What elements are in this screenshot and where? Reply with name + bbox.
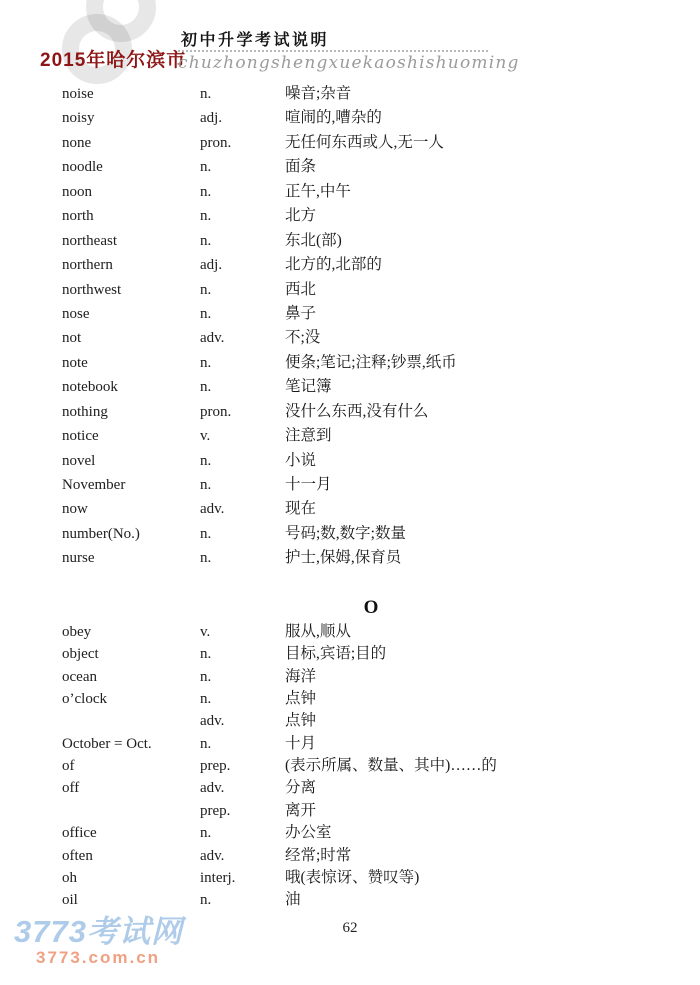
entry-pos: n.	[200, 159, 212, 176]
watermark-site-url: 3773.com.cn	[36, 948, 161, 967]
word-entry-row	[62, 326, 680, 350]
entry-def: 无任何东西或人,无一人	[285, 133, 444, 151]
page-number: 62	[342, 920, 358, 936]
entry-word: note	[62, 354, 88, 371]
word-entry-row	[62, 375, 680, 399]
entry-word: none	[62, 134, 92, 151]
word-entry-row	[62, 522, 680, 546]
entry-def: 西北	[285, 280, 317, 298]
entry-def: 笔记簿	[285, 378, 332, 396]
entry-def: 正午,中午	[285, 182, 351, 200]
entry-pos: n.	[200, 825, 212, 842]
entry-pos: n.	[200, 892, 212, 909]
entry-word: office	[62, 825, 97, 842]
entry-def: 海洋	[285, 667, 317, 685]
entry-pos: n.	[200, 477, 212, 493]
word-entry-row	[62, 621, 680, 643]
word-entry-row	[62, 204, 680, 228]
entry-word: oh	[62, 870, 77, 887]
word-entry-row	[62, 688, 680, 710]
entry-pos: n.	[200, 735, 212, 752]
entry-pos: adv.	[200, 847, 225, 864]
entry-word: northwest	[62, 281, 122, 298]
entry-pos: n.	[200, 86, 212, 102]
entry-word: obey	[62, 623, 92, 640]
entry-def: 经常;时常	[285, 846, 352, 864]
entry-pos: n.	[200, 452, 212, 469]
entry-pos: n.	[200, 550, 212, 567]
entry-def: 不;没	[285, 329, 321, 347]
word-entry-row	[62, 889, 680, 911]
entry-pos: adv.	[200, 501, 225, 518]
entry-def: 没什么东西,没有什么	[285, 402, 429, 420]
entry-word: noise	[62, 86, 94, 102]
entry-word: nothing	[62, 403, 108, 420]
word-section	[62, 595, 680, 912]
entry-word: now	[62, 501, 88, 518]
entry-word: noodle	[62, 159, 103, 176]
entry-def: 油	[285, 891, 301, 909]
entry-word: off	[62, 780, 80, 797]
word-entry-row	[62, 867, 680, 889]
word-entry-row	[62, 777, 680, 799]
word-entry-row	[62, 733, 680, 755]
entry-word: noon	[62, 183, 92, 200]
entry-def: 面条	[285, 158, 317, 176]
entry-pos: n.	[200, 208, 212, 225]
entry-word: November	[62, 477, 126, 493]
entry-pos: adj.	[200, 257, 223, 274]
word-entry-row	[62, 155, 680, 179]
entry-word: notice	[62, 428, 99, 445]
entry-def: 小说	[285, 451, 317, 469]
section-letter: O	[363, 596, 379, 618]
word-entry-row	[62, 710, 680, 732]
watermark-site-name: 3773考试网	[14, 914, 183, 949]
word-entry-row	[62, 473, 680, 497]
word-entry-row	[62, 278, 680, 302]
entry-pos: n.	[200, 305, 212, 322]
entry-word: not	[62, 330, 82, 347]
entry-def: 注意到	[285, 427, 332, 445]
entry-word: October = Oct.	[62, 735, 152, 752]
entry-def: 噪音;杂音	[285, 85, 352, 102]
word-entry-row	[62, 497, 680, 521]
entry-pos: n.	[200, 379, 212, 396]
word-entry-row	[62, 131, 680, 155]
word-entry-row	[62, 449, 680, 473]
entry-def: 东北(部)	[285, 231, 342, 249]
word-section	[62, 82, 680, 571]
entry-def: 分离	[285, 779, 317, 797]
word-entry-row	[62, 253, 680, 277]
title-pinyin: chuzhongshengxuekaoshishuoming	[178, 53, 520, 73]
entry-def: 点钟	[285, 689, 317, 707]
site-watermark	[14, 916, 183, 966]
entry-def: 现在	[285, 500, 317, 518]
word-entry-row	[62, 82, 680, 106]
entry-word: noisy	[62, 110, 95, 127]
word-entry-row	[62, 800, 680, 822]
entry-def: 点钟	[285, 712, 317, 730]
entry-def: 离开	[285, 801, 317, 819]
entry-def: 十月	[285, 734, 317, 752]
book-title: 初中升学考试说明	[181, 32, 330, 49]
edition-label: 2015年哈尔滨市	[40, 50, 187, 71]
word-entry-row	[62, 302, 680, 326]
entry-def: 北方的,北部的	[285, 256, 382, 274]
entry-word: northern	[62, 257, 113, 274]
entry-pos: n.	[200, 690, 212, 707]
entry-pos: adj.	[200, 110, 223, 127]
entry-word: of	[62, 758, 75, 775]
word-entry-row	[62, 643, 680, 665]
entry-def: (表示所属、数量、其中)……的	[285, 757, 497, 775]
word-entry-row	[62, 229, 680, 253]
word-entry-row	[62, 400, 680, 424]
entry-pos: v.	[200, 428, 211, 445]
entry-pos: n.	[200, 281, 212, 298]
entry-def: 喧闹的,嘈杂的	[285, 109, 382, 127]
word-entry-row	[62, 106, 680, 130]
word-entry-row	[62, 755, 680, 777]
entry-pos: n.	[200, 646, 212, 663]
entry-word: oil	[62, 892, 78, 909]
word-entry-row	[62, 822, 680, 844]
entry-pos: n.	[200, 354, 212, 371]
entry-word: number(No.)	[62, 525, 140, 542]
entry-pos: n.	[200, 183, 212, 200]
entry-word: o’clock	[62, 690, 107, 707]
entry-word: novel	[62, 452, 96, 469]
header-divider	[178, 50, 488, 52]
entry-pos: pron.	[200, 403, 232, 420]
entry-pos: pron.	[200, 134, 232, 151]
entry-word: object	[62, 646, 99, 663]
word-entry-row	[62, 351, 680, 375]
entry-def: 鼻子	[285, 304, 317, 322]
entry-def: 办公室	[285, 824, 332, 842]
entry-word: nose	[62, 305, 90, 322]
entry-word: often	[62, 847, 93, 864]
entry-word: north	[62, 208, 94, 225]
entry-def: 便条;笔记;注释;钞票,纸币	[285, 353, 457, 371]
entry-pos: v.	[200, 623, 211, 640]
entry-def: 护士,保姆,保育员	[285, 549, 402, 567]
word-entry-row	[62, 546, 680, 570]
word-entry-row	[62, 666, 680, 688]
entry-pos: adv.	[200, 780, 225, 797]
word-list	[62, 82, 680, 912]
entry-def: 哦(表惊讶、赞叹等)	[285, 869, 420, 887]
entry-def: 目标,宾语;目的	[285, 645, 387, 663]
entry-pos: n.	[200, 525, 212, 542]
word-entry-row	[62, 845, 680, 867]
entry-word: ocean	[62, 668, 97, 685]
word-entry-row	[62, 180, 680, 204]
entry-pos: prep.	[200, 802, 231, 819]
entry-pos: prep.	[200, 758, 231, 775]
entry-def: 号码;数,数字;数量	[285, 524, 406, 542]
entry-pos: n.	[200, 668, 212, 685]
entry-word: northeast	[62, 232, 117, 249]
entry-def: 十一月	[285, 476, 332, 493]
entry-pos: adv.	[200, 330, 225, 347]
entry-pos: n.	[200, 232, 212, 249]
entry-pos: adv.	[200, 713, 225, 730]
entry-pos: interj.	[200, 870, 236, 887]
entry-def: 服从,顺从	[285, 622, 351, 640]
word-entry-row	[62, 424, 680, 448]
entry-def: 北方	[285, 207, 317, 225]
entry-word: nurse	[62, 550, 95, 567]
entry-word: notebook	[62, 379, 118, 396]
